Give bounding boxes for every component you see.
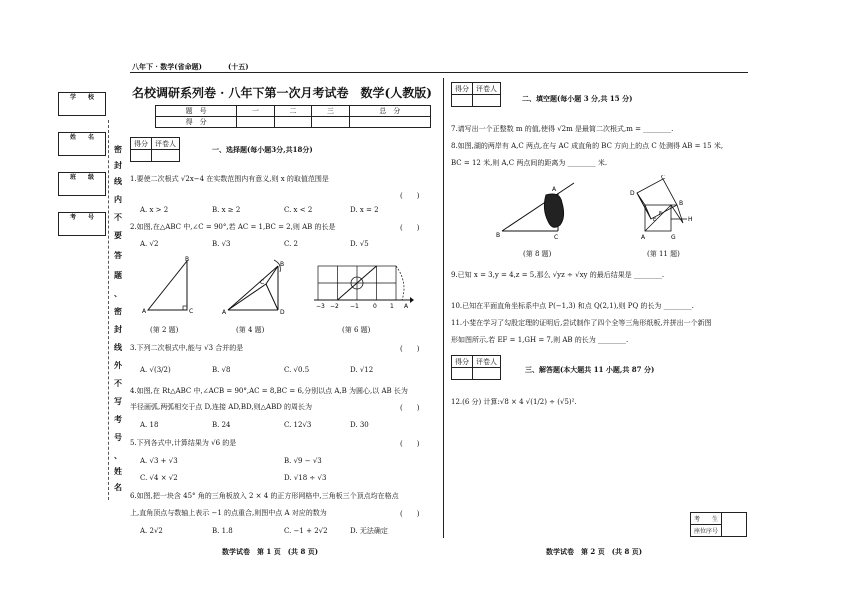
figure-q2-triangle bbox=[140, 255, 200, 317]
q5-option: C. √4 × √2 bbox=[140, 474, 178, 482]
seal-char: 密 bbox=[114, 144, 122, 154]
score-table-header: 题 号 bbox=[156, 106, 237, 117]
triangle-abc bbox=[148, 261, 187, 310]
grader-name-label: 评卷人 bbox=[473, 83, 501, 95]
tick-label: 0 bbox=[373, 303, 377, 310]
figure-q8-lake bbox=[494, 175, 584, 241]
score-table-header: 二 bbox=[274, 106, 312, 117]
compass-arc bbox=[396, 266, 404, 300]
page-title: 名校调研系列卷 · 八年下第一次月考试卷 数学(人教版) bbox=[132, 86, 432, 100]
score-cell[interactable] bbox=[274, 117, 312, 128]
field-name[interactable] bbox=[58, 132, 106, 156]
right-angle-mark bbox=[183, 306, 187, 310]
seat-label-bottom: 座位序号 bbox=[691, 525, 722, 537]
score-cell[interactable] bbox=[312, 117, 350, 128]
score-cell[interactable] bbox=[349, 117, 430, 128]
vertex-label-a: A bbox=[641, 234, 646, 241]
figure-caption: (第 6 题) bbox=[342, 326, 371, 334]
segment-ab bbox=[228, 266, 278, 310]
seal-char: 号 bbox=[114, 432, 122, 442]
field-school[interactable] bbox=[58, 92, 106, 116]
grader-score-label: 得分 bbox=[131, 138, 152, 150]
score-table-row-label: 得 分 bbox=[156, 117, 237, 128]
grader-box bbox=[130, 137, 180, 162]
seal-char: 写 bbox=[114, 396, 122, 406]
q6-answer-paren[interactable]: ( ) bbox=[400, 510, 420, 518]
seal-char: 线 bbox=[114, 176, 122, 186]
q4-text: 4.如图,在 Rt△ABC 中,∠ACB = 90°,AC = 8,BC = 6,分别以点 A,B 为圆心,以 AB 长为 bbox=[130, 387, 408, 395]
section3-heading: 三、解答题(本大题共 11 小题,共 87 分) bbox=[525, 365, 655, 374]
vertex-label-h: H bbox=[688, 216, 693, 223]
q1-answer-paren[interactable]: ( ) bbox=[400, 192, 420, 200]
q4-text-cont: 半径画弧,两弧相交于点 D,连接 AD,BD,则△ABD 的周长为 bbox=[130, 403, 313, 411]
vertex-label-c: C bbox=[554, 234, 559, 241]
grader-name-label: 评卷人 bbox=[473, 356, 501, 368]
q11-text: 11.小斐在学习了勾股定理的证明后,尝试制作了四个全等三角形纸板,并拼出一个新图 bbox=[451, 319, 712, 327]
seal-char: 题 bbox=[114, 270, 122, 280]
header-rule bbox=[130, 72, 748, 73]
seat-number-box bbox=[690, 512, 747, 537]
grader-name-label: 评卷人 bbox=[152, 138, 180, 150]
segment-ac bbox=[228, 284, 266, 310]
page-divider bbox=[443, 78, 444, 538]
seal-char: 封 bbox=[114, 324, 122, 334]
score-table-header: 一 bbox=[237, 106, 275, 117]
q4-option: C. 12√3 bbox=[284, 421, 312, 429]
vertex-label-d: D bbox=[630, 190, 635, 197]
figure-q6-grid bbox=[310, 262, 420, 312]
vertex-label-a: A bbox=[222, 309, 227, 316]
q6-option: C. −1 + 2√2 bbox=[284, 527, 328, 535]
vertex-label-e: E bbox=[653, 217, 657, 223]
q6-text: 6.如图,把一块含 45° 角的三角板放入 2 × 4 的正方形网格中,三角板三个顶点均在格点 bbox=[130, 492, 399, 500]
series-label: 八年下 · 数学(省命题) bbox=[132, 62, 202, 71]
vertex-label-a: A bbox=[552, 186, 557, 193]
grader-score-cell[interactable] bbox=[131, 150, 152, 162]
q3-answer-paren[interactable]: ( ) bbox=[400, 345, 420, 353]
q8-text: 8.如图,湖的两岸有 A,C 两点,在与 AC 成直角的 BC 方向上的点 C 处测得 AB = 15 米, bbox=[451, 142, 724, 150]
q2-option: B. √3 bbox=[212, 240, 231, 248]
seal-char: 密 bbox=[114, 306, 122, 316]
q1-option: A. x > 2 bbox=[140, 206, 169, 214]
q7-text: 7.请写出一个正整数 m 的值,使得 √2m 是最简二次根式,m = ________. bbox=[451, 125, 674, 133]
vertex-label-c: C bbox=[260, 279, 265, 286]
vertex-label-c: C bbox=[661, 175, 666, 181]
seal-char: 姓 bbox=[114, 466, 122, 476]
grader-box-section3 bbox=[451, 355, 501, 380]
q6-option: B. 1.8 bbox=[212, 527, 233, 535]
q2-text: 2.如图,在△ABC 中,∠C = 90°,若 AC = 1,BC = 2,则 AB 的长是 bbox=[130, 223, 336, 231]
q4-option: A. 18 bbox=[140, 421, 159, 429]
grader-name-cell[interactable] bbox=[473, 95, 501, 107]
page2-footer: 数学试卷 第 2 页 (共 8 页) bbox=[546, 547, 643, 556]
q4-answer-paren[interactable]: ( ) bbox=[400, 404, 420, 412]
tick-label: −2 bbox=[330, 303, 339, 310]
figure-caption: (第 4 题) bbox=[236, 326, 265, 334]
vertex-label-f: F bbox=[659, 211, 662, 217]
q3-option: D. √12 bbox=[350, 366, 374, 374]
q1-option: C. x < 2 bbox=[284, 206, 313, 214]
score-table-header: 总 分 bbox=[349, 106, 430, 117]
grader-name-cell[interactable] bbox=[473, 368, 501, 380]
grader-score-cell[interactable] bbox=[452, 368, 473, 380]
seat-number-cell[interactable] bbox=[722, 513, 747, 537]
q4-option: D. 30 bbox=[350, 421, 369, 429]
q5-answer-paren[interactable]: ( ) bbox=[400, 440, 420, 448]
q6-option: D. 无法确定 bbox=[350, 527, 388, 535]
field-school-label: 学 校 bbox=[69, 94, 94, 101]
page1-footer: 数学试卷 第 1 页 (共 8 页) bbox=[222, 547, 319, 556]
q8-text-cont: BC = 12 米,则 A,C 两点间的距离为 ________ 米. bbox=[451, 159, 608, 167]
grader-score-label: 得分 bbox=[452, 356, 473, 368]
seal-char: 封 bbox=[114, 160, 122, 170]
q1-option: B. x ≥ 2 bbox=[212, 206, 241, 214]
field-name-label: 姓 名 bbox=[69, 134, 94, 141]
series-number: (十五) bbox=[228, 62, 249, 71]
lake-shape bbox=[544, 194, 563, 227]
field-exam-number-label: 考 号 bbox=[69, 214, 94, 221]
congruent-triangle bbox=[671, 205, 683, 223]
field-exam-number[interactable] bbox=[58, 212, 106, 236]
figure-caption: (第 8 题) bbox=[523, 250, 552, 258]
q1-text: 1.要使二次根式 √2x−4 在实数范围内有意义,则 x 的取值范围是 bbox=[130, 175, 329, 183]
vertex-label-d: D bbox=[280, 309, 285, 316]
seal-char: 名 bbox=[114, 482, 122, 492]
figure-q11-squares bbox=[625, 175, 705, 245]
q4-option: B. 24 bbox=[212, 421, 231, 429]
q5-option: A. √3 + √3 bbox=[140, 457, 178, 465]
vertex-label-b: B bbox=[496, 232, 501, 239]
q3-text: 3.下列二次根式中,能与 √3 合并的是 bbox=[130, 344, 244, 352]
q5-option: D. √18 ÷ √3 bbox=[284, 474, 327, 482]
q10-text: 10.已知在平面直角坐标系中点 P(−1,3) 和点 Q(2,1),则 PQ 的长为 ________. bbox=[451, 302, 694, 310]
vertex-label-b: B bbox=[185, 256, 190, 263]
q2-option: C. 2 bbox=[284, 240, 299, 248]
q3-option: B. √8 bbox=[212, 366, 231, 374]
field-class-label: 班 级 bbox=[69, 174, 94, 181]
binding-line bbox=[108, 120, 109, 500]
tick-label: −3 bbox=[316, 303, 325, 310]
number-line-arrow bbox=[410, 297, 414, 303]
grader-box-section2 bbox=[451, 82, 501, 107]
point-label-a: A bbox=[404, 303, 409, 310]
seal-char: 线 bbox=[114, 342, 122, 352]
vertex-label-a: A bbox=[142, 308, 147, 315]
q1-option: D. x = 2 bbox=[350, 206, 379, 214]
figure-caption: (第 2 题) bbox=[150, 326, 179, 334]
q12-answer-area[interactable] bbox=[451, 412, 741, 502]
grader-score-cell[interactable] bbox=[452, 95, 473, 107]
score-table bbox=[155, 105, 431, 128]
score-table-header: 三 bbox=[312, 106, 350, 117]
q3-option: C. √0.5 bbox=[284, 366, 310, 374]
q6-text-cont: 上,直角顶点与数轴上表示 −1 的点重合,则图中点 A 对应的数为 bbox=[130, 509, 327, 517]
vertex-label-c: C bbox=[189, 308, 194, 315]
q11-text-cont: 形如图所示,若 EF = 1,GH = 7,则 AB 的长为 ________. bbox=[451, 336, 629, 344]
seal-char: 外 bbox=[114, 360, 122, 370]
vertex-label-b: B bbox=[679, 200, 684, 207]
seal-char: 、 bbox=[114, 288, 122, 298]
section2-heading: 二、填空题(每小题 3 分,共 15 分) bbox=[522, 94, 633, 103]
grader-score-label: 得分 bbox=[452, 83, 473, 95]
tick-label: −1 bbox=[350, 303, 359, 310]
q2-option: A. √2 bbox=[140, 240, 159, 248]
seal-char: 考 bbox=[114, 414, 122, 424]
q5-option: B. √9 − √3 bbox=[284, 457, 322, 465]
section1-heading: 一、选择题(每小题3分,共18分) bbox=[212, 145, 313, 154]
seal-char: 要 bbox=[114, 230, 122, 240]
field-class[interactable] bbox=[58, 172, 106, 196]
vertex-label-b: B bbox=[280, 261, 285, 268]
tick-label: 1 bbox=[390, 303, 394, 310]
seal-char: 答 bbox=[114, 250, 122, 260]
segment-cd bbox=[645, 205, 671, 231]
q6-option: A. 2√2 bbox=[140, 527, 163, 535]
segment-cd bbox=[266, 284, 278, 310]
score-cell[interactable] bbox=[237, 117, 275, 128]
seal-char: 不 bbox=[114, 212, 122, 222]
q3-option: A. √(3/2) bbox=[140, 366, 171, 374]
seat-label-top: 考 生 bbox=[691, 513, 722, 525]
vertex-label-g: G bbox=[671, 234, 676, 241]
figure-q4-triangle bbox=[222, 258, 288, 318]
q9-text: 9.已知 x = 3,y = 4,z = 5,那么 √yz ÷ √xy 的最后结果是 ________. bbox=[451, 271, 665, 279]
seal-char: 内 bbox=[114, 194, 122, 204]
q5-text: 5.下列各式中,计算结果为 √6 的是 bbox=[130, 439, 237, 447]
q2-answer-paren[interactable]: ( ) bbox=[400, 224, 420, 232]
seal-char: 、 bbox=[114, 450, 122, 460]
figure-caption: (第 11 题) bbox=[647, 250, 680, 258]
congruent-triangle bbox=[637, 193, 651, 219]
q12-text: 12.(6 分) 计算:√8 × 4 √(1/2) ÷ (√5)². bbox=[451, 398, 577, 406]
seal-char: 不 bbox=[114, 378, 122, 388]
q2-option: D. √5 bbox=[350, 240, 369, 248]
grader-name-cell[interactable] bbox=[152, 150, 180, 162]
